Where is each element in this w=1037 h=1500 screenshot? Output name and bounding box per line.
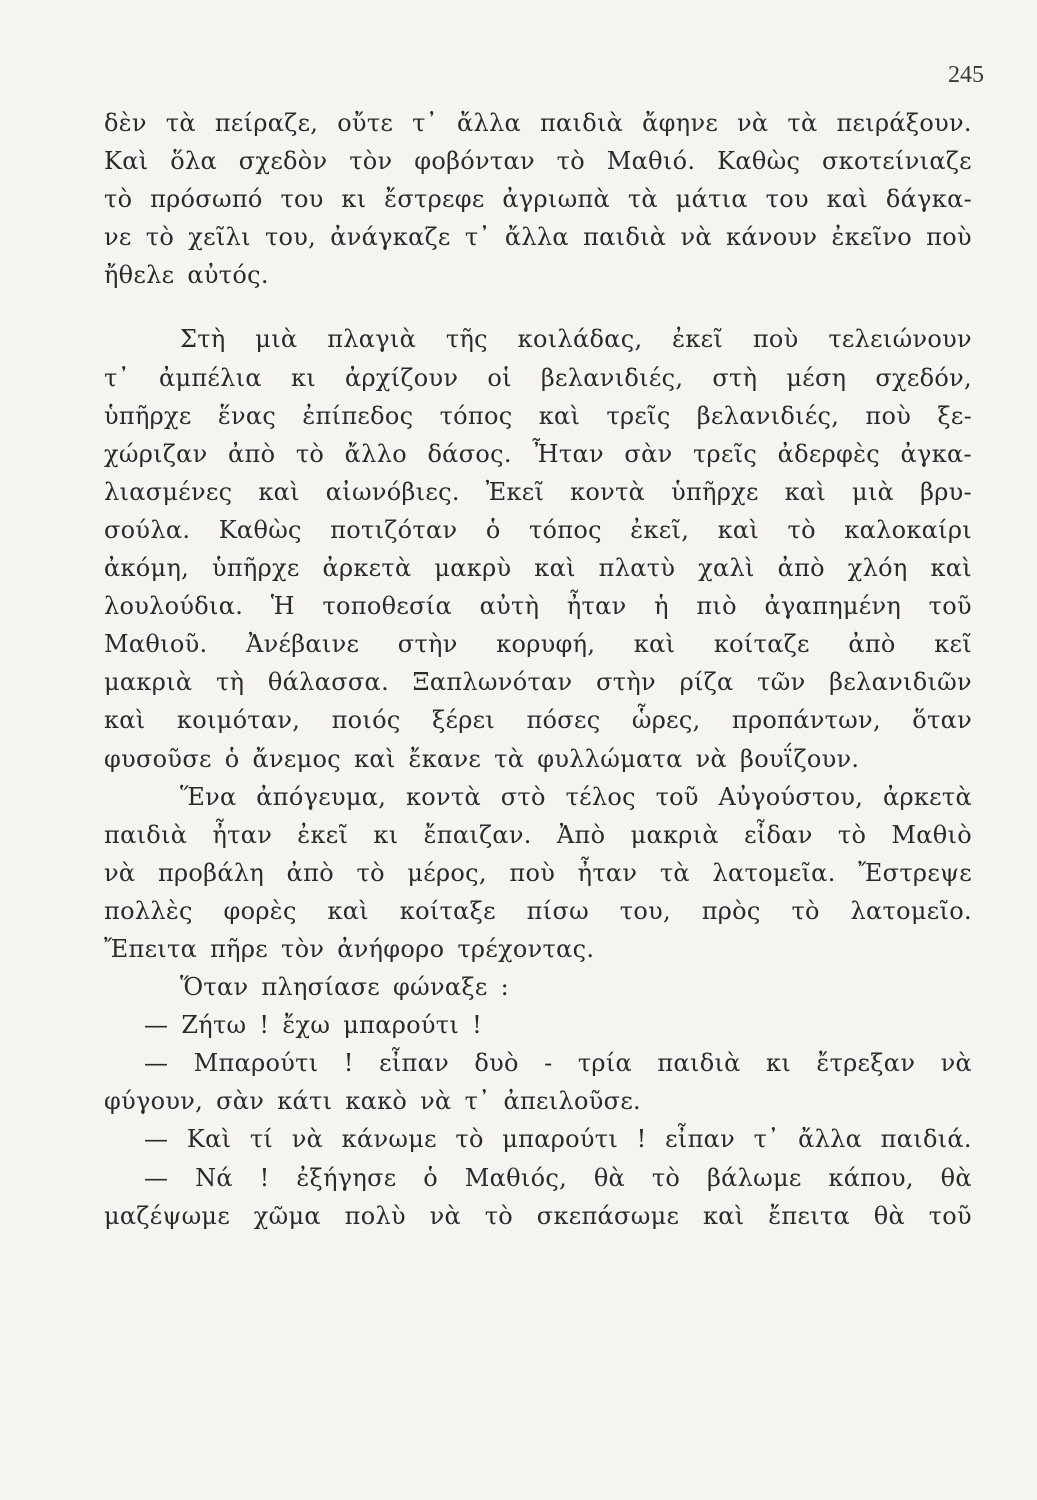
word: πολὺ (344, 1201, 406, 1230)
word: σκεπάσωμε (536, 1201, 680, 1230)
word: ὁ (224, 744, 240, 773)
word: κακὸ (345, 1087, 408, 1116)
word: τὸ (837, 820, 867, 849)
word: Μπαρούτι (193, 1049, 319, 1078)
word: ! (343, 1049, 354, 1078)
text-line (104, 1082, 972, 1120)
word: θὰ (940, 1163, 972, 1192)
word: Ὅταν (180, 973, 249, 1002)
word: βελανιδιῶν (829, 668, 972, 697)
word: — (144, 1011, 169, 1040)
word: ἐκεῖ (297, 820, 349, 849)
word: ἀρκετὰ (882, 782, 972, 811)
word: φορὲς (223, 896, 297, 925)
word: πιὸ (696, 592, 737, 621)
word: ἐκεῖ, (630, 515, 690, 544)
word: ἕνας (217, 401, 277, 430)
word: τῶν (757, 668, 806, 697)
word: νὰ (104, 858, 136, 887)
word: Ἕνα (180, 782, 237, 811)
word: ὑπῆρχε (211, 554, 300, 583)
word: Μαθιοῦ. (104, 630, 208, 659)
word: σχεδὸν (238, 147, 328, 176)
word: νὰ (420, 1087, 452, 1116)
word: τοῦ (655, 782, 699, 811)
word: ἔτρεξαν (816, 1049, 916, 1078)
word: τὰ (659, 858, 690, 887)
word: τοποθεσία (322, 592, 453, 621)
word: ποιός (331, 706, 401, 735)
word: κοιλάδας, (517, 325, 643, 354)
word: τὸ (651, 1163, 681, 1192)
word: ἐκεῖ (672, 325, 724, 354)
word: ! (636, 1125, 647, 1154)
word: παιδιὰ (583, 223, 667, 252)
word: πίσω (526, 896, 589, 925)
word: πολλὲς (104, 896, 193, 925)
word: πρόσωπό (150, 185, 263, 214)
word: φυσοῦσε (104, 744, 212, 773)
word: κεῖ (934, 630, 972, 659)
text-line (104, 320, 972, 358)
word: τὰ (165, 109, 196, 137)
word: ἔπαιζαν. (423, 820, 532, 849)
word: ἦταν (577, 858, 638, 887)
word: Ἀπὸ (556, 820, 606, 849)
word: λουλούδια. (104, 592, 244, 621)
text-line (104, 930, 972, 968)
word: δὲν (104, 109, 147, 137)
word: πλατὺ (598, 554, 676, 583)
word: φώναξε (393, 973, 488, 1002)
word: μακριὰ (630, 820, 719, 849)
text-body (104, 104, 972, 1235)
word: ἀγκα- (900, 439, 972, 468)
word: βάλωμε (706, 1163, 802, 1192)
word: ἦταν (566, 592, 627, 621)
word: τ᾿ (464, 223, 491, 252)
word: Ἦταν (532, 439, 604, 468)
word: στὴν (397, 630, 458, 659)
word: ὁ (423, 1163, 439, 1192)
word: τόπος (439, 401, 513, 430)
word: πόσες (526, 706, 601, 735)
word: τ᾿ (464, 1087, 491, 1116)
word: ρίζα (679, 668, 734, 697)
text-line (104, 142, 972, 180)
word: φυλλώματα (537, 744, 683, 773)
word: ποὺ (865, 401, 912, 430)
word: ἀδερφὲς (777, 439, 881, 468)
word: καὶ (930, 554, 972, 583)
word: προβάλη (157, 858, 265, 887)
word: χῶμα (253, 1201, 321, 1230)
word: τὸ (104, 185, 133, 214)
word: τρία (577, 1049, 633, 1078)
text-line (104, 1120, 972, 1158)
word: οὔτε (337, 109, 394, 137)
text-line (104, 740, 972, 778)
word: Καθὼς (717, 147, 801, 176)
word: θὰ (593, 1163, 626, 1192)
word: βελανιδιές, (540, 363, 684, 392)
word: κοίταξε (399, 896, 496, 925)
word: μιὰ (255, 325, 298, 354)
word: νὰ (940, 1049, 972, 1078)
word: πειράξουν. (836, 109, 972, 137)
word: κοντὰ (570, 477, 646, 506)
word: Καὶ (104, 147, 149, 176)
word: τὸ (787, 515, 816, 544)
word: παιδιά. (880, 1125, 972, 1154)
word: νὰ (291, 1125, 324, 1154)
word: τ᾿ (753, 1125, 780, 1154)
word: ποὺ (752, 325, 799, 354)
word: τ᾿ (412, 109, 438, 137)
word: ἀρκετὰ (322, 554, 412, 583)
word: ἔστρεφε (384, 185, 485, 214)
word: τὸ (556, 147, 585, 176)
word: ἀπὸ (228, 439, 276, 468)
word: μακρὺ (434, 554, 512, 583)
word: θάλασσα. (267, 668, 389, 697)
word: Μαθιὸ (891, 820, 972, 849)
word: ποὺ (926, 223, 972, 252)
word: μέρος, (407, 858, 487, 887)
text-line (104, 104, 972, 142)
word: ἀνήφορο (337, 934, 445, 963)
word: μιὰ (852, 477, 895, 506)
word: καὶ (104, 706, 146, 735)
word: — (144, 1163, 169, 1192)
word: ἔχω (282, 1011, 331, 1040)
word: τοῦ (928, 1201, 972, 1230)
word: μέση (786, 363, 847, 392)
word: τὸ (356, 858, 385, 887)
word: βουΐζουν. (740, 744, 860, 773)
word: βελανιδιές, (696, 401, 840, 430)
text-line (104, 511, 972, 549)
page-number: 245 (948, 62, 984, 88)
word: κάνουν (726, 223, 818, 252)
word: τρέχοντας. (457, 934, 595, 963)
word: Στὴ (180, 325, 226, 354)
text-line (104, 1197, 972, 1235)
word: χαλὶ (698, 554, 755, 583)
word: μακριὰ (104, 668, 193, 697)
word: του (765, 185, 809, 214)
word: ἀπειλοῦσε. (503, 1087, 641, 1116)
word: λατομεῖα. (712, 858, 836, 887)
word: ἄλλα (504, 223, 569, 252)
word: κι (341, 185, 367, 214)
word: αἰωνόβιες. (325, 477, 460, 506)
word: τὰ (787, 109, 818, 137)
word: ἀπὸ (286, 858, 334, 887)
word: εἶδαν (744, 820, 813, 849)
word: ἡ (654, 592, 669, 621)
word: ὧρες, (631, 706, 701, 735)
word: στὴν (596, 668, 656, 697)
word: ἀπὸ (777, 554, 825, 583)
word: τόπος (528, 515, 602, 544)
word: εἶπαν (665, 1125, 736, 1154)
word: Αὐγούστου, (718, 782, 864, 811)
word: φοβόνταν (414, 147, 535, 176)
word: καὶ (702, 1201, 745, 1230)
word: χεῖλι (188, 223, 251, 252)
word: : (500, 973, 510, 1002)
word: οἱ (487, 363, 512, 392)
word: του (280, 185, 324, 214)
text-line (104, 892, 972, 930)
word: Ξαπλωνόταν (412, 668, 573, 697)
word: δάγκα- (885, 185, 972, 214)
word: καὶ (354, 744, 396, 773)
word: πείραζε, (214, 109, 319, 137)
word: στὴ (712, 363, 758, 392)
word: καὶ (327, 896, 370, 925)
word: - (544, 1049, 553, 1078)
word: στὸ (500, 782, 546, 811)
word: χλόη (847, 554, 908, 583)
word: σὰν (624, 439, 673, 468)
word: λατομεῖο. (850, 896, 972, 925)
text-line (104, 854, 972, 892)
word: πλαγιὰ (327, 325, 417, 354)
text-line (104, 256, 972, 294)
word: κοίταζε (713, 630, 810, 659)
word: τὸ (484, 1201, 514, 1230)
word: ἐπίπεδος (302, 401, 414, 430)
word: κάπου, (828, 1163, 914, 1192)
word: τὴ (216, 668, 245, 697)
word: τὸ (455, 1125, 484, 1154)
word: Ἡ (270, 592, 295, 621)
word: καὶ (633, 630, 676, 659)
word: ἔκανε (408, 744, 482, 773)
word: Ζήτω (181, 1011, 247, 1040)
word: κι (766, 1049, 792, 1078)
word: καὶ (784, 477, 827, 506)
word: ἀπὸ (848, 630, 896, 659)
word: μαζέψωμε (104, 1201, 231, 1230)
word: τὰ (494, 744, 525, 773)
word: του, (264, 223, 317, 252)
word: σὰν (216, 1087, 265, 1116)
word: τρεῖς (606, 401, 671, 430)
word: παιδιὰ (539, 109, 624, 137)
word: κορυφή, (496, 630, 596, 659)
word: τὸν (349, 147, 393, 176)
text-line (104, 663, 972, 701)
word: τί (249, 1125, 274, 1154)
word: ὁ (485, 515, 501, 544)
word: τρεῖς (692, 439, 758, 468)
word: θὰ (873, 1201, 905, 1230)
word: τὸ (145, 223, 175, 252)
word: κάνωμε (341, 1125, 437, 1154)
word: ποτιζόταν (330, 515, 458, 544)
word: μάτια (675, 185, 748, 214)
word: Ἀνέβαινε (245, 630, 360, 659)
text-line (104, 218, 972, 256)
word: ἀμπέλια (158, 363, 262, 392)
text-line (104, 625, 972, 663)
word: καὶ (534, 554, 576, 583)
word: ! (259, 1163, 270, 1192)
word: εἶπαν (379, 1049, 450, 1078)
word: τὸν (281, 934, 325, 963)
word: νὰ (695, 744, 728, 773)
word: Ἐκεῖ (485, 477, 545, 506)
word: ἄλλο (344, 439, 407, 468)
word: ξέρει (432, 706, 496, 735)
word: Καθὼς (218, 515, 302, 544)
word: — (144, 1049, 169, 1078)
word: τέλος (565, 782, 636, 811)
word: ἀκόμη, (104, 554, 190, 583)
word: τὸ (295, 439, 325, 468)
word: ἄφηνε (642, 109, 719, 137)
word: ποὺ (509, 858, 556, 887)
word: κάτι (277, 1087, 333, 1116)
text-line (104, 587, 972, 625)
word: ὅλα (170, 147, 218, 176)
word: Μαθιός, (464, 1163, 568, 1192)
text-line (104, 435, 972, 473)
word: τ᾿ (104, 363, 130, 392)
text-line (104, 180, 972, 218)
word: παιδιὰ (657, 1049, 741, 1078)
word: ἐξήγησε (296, 1163, 397, 1192)
word: νε (104, 223, 132, 252)
word: ἐκεῖνο (831, 223, 912, 252)
word: τοῦ (928, 592, 972, 621)
word: καὶ (717, 515, 760, 544)
word: Ἔπειτα (104, 934, 198, 963)
text-line (104, 1006, 972, 1044)
text-line (104, 473, 972, 511)
word: ὑπῆρχε (671, 477, 759, 506)
word: σκοτείνιαζε (821, 147, 972, 176)
word: κι (290, 363, 316, 392)
word: πλησίασε (261, 973, 381, 1002)
word: τελειώνουν (828, 325, 972, 354)
word: προπάντων, (731, 706, 881, 735)
word: ! (259, 1011, 270, 1040)
word: τῆς (445, 325, 488, 354)
word: ἀρχίζουν (345, 363, 459, 392)
word: ἀγαπημένη (764, 592, 902, 621)
word: ἀνάγκαζε (330, 223, 451, 252)
text-line (104, 816, 972, 854)
text-line (104, 359, 972, 397)
text-line (104, 778, 972, 816)
word: ἄνεμος (252, 744, 342, 773)
word: τὸ (791, 896, 820, 925)
word: — (144, 1125, 169, 1154)
word: κοιμόταν, (176, 706, 301, 735)
word: κι (373, 820, 399, 849)
word: νὰ (737, 109, 769, 137)
word: ! (472, 1011, 483, 1040)
word: Μαθιό. (606, 147, 696, 176)
word: ὅταν (912, 706, 972, 735)
word: νὰ (429, 1201, 461, 1230)
word: μπαρούτι (343, 1011, 460, 1040)
word: ξε- (937, 401, 972, 430)
word: ἀγριωπὰ (502, 185, 611, 214)
word: Νά (195, 1163, 233, 1192)
word: χώριζαν (104, 439, 208, 468)
word: πῆρε (210, 934, 269, 963)
word: σούλα. (104, 515, 191, 544)
word: ὑπῆρχε (104, 401, 192, 430)
word: Ἔστρεψε (858, 858, 972, 887)
word: ἀπόγευμα, (256, 782, 387, 811)
word: ἄλλα (456, 109, 521, 137)
word: δάσος. (427, 439, 512, 468)
word: νὰ (680, 223, 712, 252)
word: παιδιὰ (104, 820, 188, 849)
text-line (104, 701, 972, 739)
word: τὰ (627, 185, 658, 214)
word: μπαρούτι (502, 1125, 619, 1154)
word: καὶ (538, 401, 581, 430)
word: ἦταν (212, 820, 273, 849)
text-line (104, 968, 972, 1006)
word: πρὸς (701, 896, 761, 925)
word: αὐτός. (187, 261, 269, 290)
word: ἔπειτα (768, 1201, 850, 1230)
text-line (104, 397, 972, 435)
word: φύγουν, (104, 1087, 204, 1116)
word: σχεδόν, (875, 363, 972, 392)
text-line (104, 1044, 972, 1082)
word: ἄλλα (798, 1125, 863, 1154)
word: κοντὰ (405, 782, 481, 811)
word: καὶ (258, 477, 300, 506)
word: λιασμένες (104, 477, 233, 506)
word: αὐτὴ (479, 592, 540, 621)
word: βρυ- (920, 477, 972, 506)
word: του, (619, 896, 671, 925)
text-line (104, 549, 972, 587)
word: Καὶ (186, 1125, 232, 1154)
word: καλοκαίρι (844, 515, 972, 544)
word: ἤθελε (104, 261, 175, 290)
word: καὶ (826, 185, 869, 214)
word: δυὸ (474, 1049, 519, 1078)
text-line (104, 1159, 972, 1197)
